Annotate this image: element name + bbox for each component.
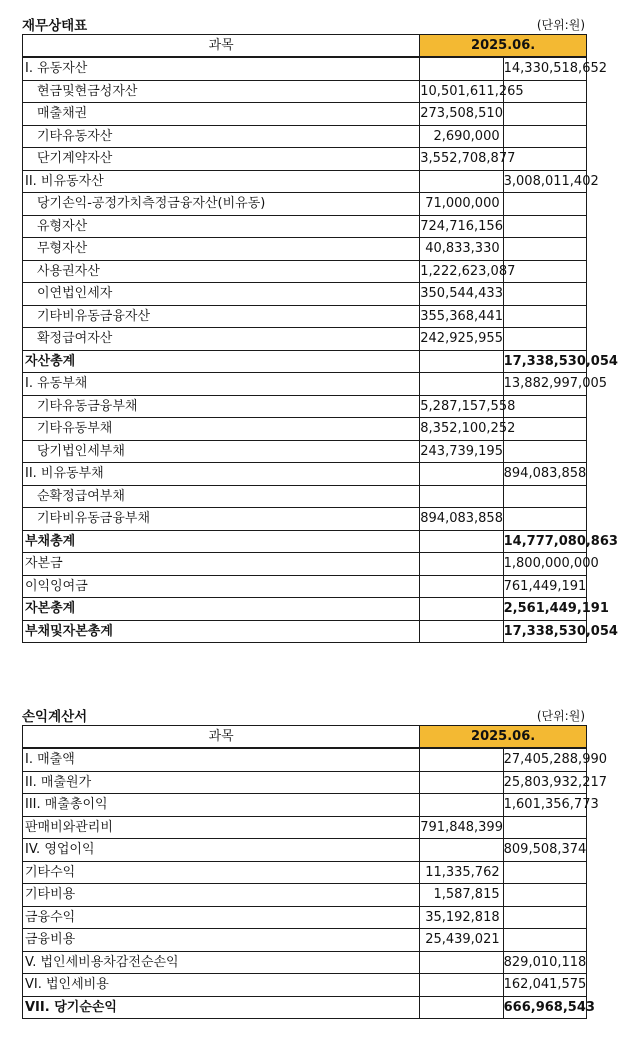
table-row (23, 170, 587, 193)
table-row (23, 80, 587, 103)
table-row (23, 996, 587, 1019)
account-label-cell (23, 260, 420, 283)
table-row (23, 373, 587, 396)
total-amount: 13,882,997,005 (503, 373, 586, 396)
account-label-cell (23, 839, 420, 862)
account-label: 기타유동금융부채 (37, 398, 138, 414)
account-label: 단기계약자산 (37, 151, 113, 167)
detail-amount: 35,192,818 (420, 906, 503, 929)
account-label-cell (23, 620, 420, 643)
table-row (23, 463, 587, 486)
account-label-cell (23, 996, 420, 1019)
account-label: II. 비유동자산 (25, 173, 104, 189)
account-label-cell (23, 395, 420, 418)
total-amount (503, 125, 586, 148)
total-amount: 761,449,191 (503, 575, 586, 598)
account-label-cell (23, 238, 420, 261)
total-amount (503, 283, 586, 306)
detail-amount: 3,552,708,877 (420, 148, 503, 171)
table-row (23, 193, 587, 216)
detail-amount (420, 996, 503, 1019)
detail-amount (420, 350, 503, 373)
account-label-cell (23, 861, 420, 884)
account-label-cell (23, 148, 420, 171)
table-row (23, 794, 587, 817)
detail-amount: 1,222,623,087 (420, 260, 503, 283)
account-label-cell (23, 884, 420, 907)
total-amount (503, 305, 586, 328)
table-row (23, 951, 587, 974)
income-statement-unit: (단위:원) (536, 709, 585, 723)
table-row (23, 748, 587, 771)
total-amount (503, 508, 586, 531)
table-row (23, 598, 587, 621)
detail-amount (420, 575, 503, 598)
account-label: 자산총계 (25, 353, 76, 369)
detail-amount: 5,287,157,558 (420, 395, 503, 418)
income-statement-title: 손익계산서 (22, 709, 88, 725)
account-label: I. 유동부채 (25, 376, 88, 392)
total-amount (503, 148, 586, 171)
account-label: I. 매출액 (25, 752, 75, 768)
detail-amount: 2,690,000 (420, 125, 503, 148)
account-column-header: 과목 (23, 35, 420, 58)
detail-amount: 40,833,330 (420, 238, 503, 261)
detail-amount (420, 485, 503, 508)
table-row (23, 57, 587, 80)
detail-amount (420, 57, 503, 80)
account-label-cell (23, 530, 420, 553)
account-label: IV. 영업이익 (25, 842, 95, 858)
account-label-cell (23, 193, 420, 216)
total-amount (503, 816, 586, 839)
account-label-cell (23, 57, 420, 80)
table-row (23, 508, 587, 531)
account-label: 판매비와관리비 (25, 819, 113, 835)
account-label-cell (23, 215, 420, 238)
table-row (23, 215, 587, 238)
detail-amount: 8,352,100,252 (420, 418, 503, 441)
total-amount (503, 418, 586, 441)
total-amount (503, 215, 586, 238)
account-label: 금융비용 (25, 932, 76, 948)
total-amount (503, 238, 586, 261)
detail-amount: 71,000,000 (420, 193, 503, 216)
account-label-cell (23, 575, 420, 598)
total-amount: 27,405,288,990 (503, 748, 586, 771)
account-label: 금융수익 (25, 909, 76, 925)
account-column-header: 과목 (23, 726, 420, 749)
account-label: 부채총계 (25, 533, 76, 549)
table-row (23, 125, 587, 148)
detail-amount: 791,848,399 (420, 816, 503, 839)
account-label-cell (23, 80, 420, 103)
detail-amount (420, 771, 503, 794)
account-label: 기타유동부채 (37, 421, 113, 437)
table-row (23, 839, 587, 862)
total-amount (503, 395, 586, 418)
total-amount: 14,330,518,652 (503, 57, 586, 80)
total-amount (503, 440, 586, 463)
account-label: 자본총계 (25, 601, 76, 617)
table-row (23, 620, 587, 643)
account-label: 사용권자산 (37, 263, 100, 279)
account-label: 무형자산 (37, 241, 88, 257)
total-amount: 1,800,000,000 (503, 553, 586, 576)
account-label: VII. 당기순손익 (25, 999, 117, 1015)
table-header-row (23, 35, 587, 58)
account-label-cell (23, 929, 420, 952)
account-label: II. 매출원가 (25, 774, 92, 790)
detail-amount: 243,739,195 (420, 440, 503, 463)
detail-amount: 10,501,611,265 (420, 80, 503, 103)
total-amount (503, 884, 586, 907)
account-label: 자본금 (25, 556, 63, 572)
table-row (23, 816, 587, 839)
balance-sheet-header (22, 14, 587, 34)
table-header-row (23, 726, 587, 749)
account-label-cell (23, 748, 420, 771)
table-row (23, 974, 587, 997)
table-row (23, 861, 587, 884)
table-row (23, 238, 587, 261)
table-row (23, 350, 587, 373)
account-label: II. 비유동부채 (25, 466, 104, 482)
total-amount: 1,601,356,773 (503, 794, 586, 817)
detail-amount: 355,368,441 (420, 305, 503, 328)
account-label: 기타비용 (25, 887, 76, 903)
total-amount: 2,561,449,191 (503, 598, 586, 621)
account-label: 유형자산 (37, 218, 88, 234)
total-amount (503, 328, 586, 351)
balance-sheet-table (22, 34, 618, 643)
account-label-cell (23, 771, 420, 794)
total-amount: 17,338,530,054 (503, 350, 586, 373)
table-row (23, 260, 587, 283)
table-row (23, 395, 587, 418)
total-amount: 3,008,011,402 (503, 170, 586, 193)
account-label-cell (23, 816, 420, 839)
period-column-header: 2025.06. (420, 726, 587, 749)
account-label-cell (23, 463, 420, 486)
table-row (23, 575, 587, 598)
total-amount (503, 260, 586, 283)
total-amount: 14,777,080,863 (503, 530, 586, 553)
detail-amount: 724,716,156 (420, 215, 503, 238)
table-row (23, 328, 587, 351)
account-label-cell (23, 418, 420, 441)
account-label: 기타유동자산 (37, 128, 113, 144)
account-label: 기타수익 (25, 864, 76, 880)
total-amount: 666,968,543 (503, 996, 586, 1019)
account-label: 당기법인세부채 (37, 443, 125, 459)
total-amount: 809,508,374 (503, 839, 586, 862)
detail-amount: 350,544,433 (420, 283, 503, 306)
account-label-cell (23, 906, 420, 929)
detail-amount (420, 839, 503, 862)
account-label-cell (23, 328, 420, 351)
account-label-cell (23, 373, 420, 396)
account-label: III. 매출총이익 (25, 797, 108, 813)
detail-amount (420, 373, 503, 396)
account-label-cell (23, 283, 420, 306)
table-row (23, 884, 587, 907)
account-label: 확정급여자산 (37, 331, 113, 347)
table-row (23, 305, 587, 328)
period-column-header: 2025.06. (420, 35, 587, 58)
total-amount: 17,338,530,054 (503, 620, 586, 643)
table-row (23, 103, 587, 126)
account-label: 기타비유동금융부채 (37, 511, 151, 527)
detail-amount (420, 598, 503, 621)
account-label-cell (23, 553, 420, 576)
total-amount: 894,083,858 (503, 463, 586, 486)
total-amount (503, 906, 586, 929)
total-amount: 25,803,932,217 (503, 771, 586, 794)
detail-amount: 273,508,510 (420, 103, 503, 126)
account-label: 현금및현금성자산 (37, 83, 138, 99)
account-label-cell (23, 508, 420, 531)
detail-amount: 1,587,815 (420, 884, 503, 907)
account-label: VI. 법인세비용 (25, 977, 109, 993)
account-label-cell (23, 440, 420, 463)
account-label-cell (23, 103, 420, 126)
detail-amount: 11,335,762 (420, 861, 503, 884)
detail-amount (420, 974, 503, 997)
account-label: V. 법인세비용차감전순손익 (25, 954, 179, 970)
total-amount (503, 485, 586, 508)
account-label: 기타비유동금융자산 (37, 308, 151, 324)
account-label: 매출채권 (37, 106, 88, 122)
account-label: 순확정급여부채 (37, 488, 125, 504)
table-row (23, 283, 587, 306)
detail-amount: 894,083,858 (420, 508, 503, 531)
table-row (23, 485, 587, 508)
table-row (23, 906, 587, 929)
account-label: I. 유동자산 (25, 61, 88, 77)
table-row (23, 148, 587, 171)
account-label-cell (23, 951, 420, 974)
detail-amount (420, 463, 503, 486)
account-label: 이연법인세자 (37, 286, 113, 302)
account-label: 이익잉여금 (25, 578, 88, 594)
detail-amount (420, 748, 503, 771)
detail-amount (420, 530, 503, 553)
account-label-cell (23, 794, 420, 817)
account-label-cell (23, 350, 420, 373)
total-amount: 162,041,575 (503, 974, 586, 997)
total-amount (503, 929, 586, 952)
table-row (23, 771, 587, 794)
table-row (23, 418, 587, 441)
detail-amount (420, 553, 503, 576)
income-statement-table (22, 725, 608, 1019)
detail-amount: 25,439,021 (420, 929, 503, 952)
table-row (23, 530, 587, 553)
detail-amount (420, 951, 503, 974)
detail-amount (420, 170, 503, 193)
balance-sheet-title: 재무상태표 (22, 18, 88, 34)
table-row (23, 929, 587, 952)
detail-amount: 242,925,955 (420, 328, 503, 351)
account-label: 부채및자본총계 (25, 623, 113, 639)
balance-sheet-section (22, 14, 618, 643)
total-amount (503, 193, 586, 216)
income-statement-section (22, 705, 608, 1019)
total-amount: 829,010,118 (503, 951, 586, 974)
total-amount (503, 103, 586, 126)
balance-sheet-unit: (단위:원) (536, 18, 585, 32)
account-label-cell (23, 170, 420, 193)
account-label-cell (23, 598, 420, 621)
detail-amount (420, 620, 503, 643)
account-label: 당기손익-공정가치측정금융자산(비유동) (37, 196, 266, 212)
account-label-cell (23, 125, 420, 148)
table-row (23, 553, 587, 576)
table-row (23, 440, 587, 463)
account-label-cell (23, 305, 420, 328)
account-label-cell (23, 485, 420, 508)
account-label-cell (23, 974, 420, 997)
total-amount (503, 861, 586, 884)
detail-amount (420, 794, 503, 817)
income-statement-header (22, 705, 587, 725)
